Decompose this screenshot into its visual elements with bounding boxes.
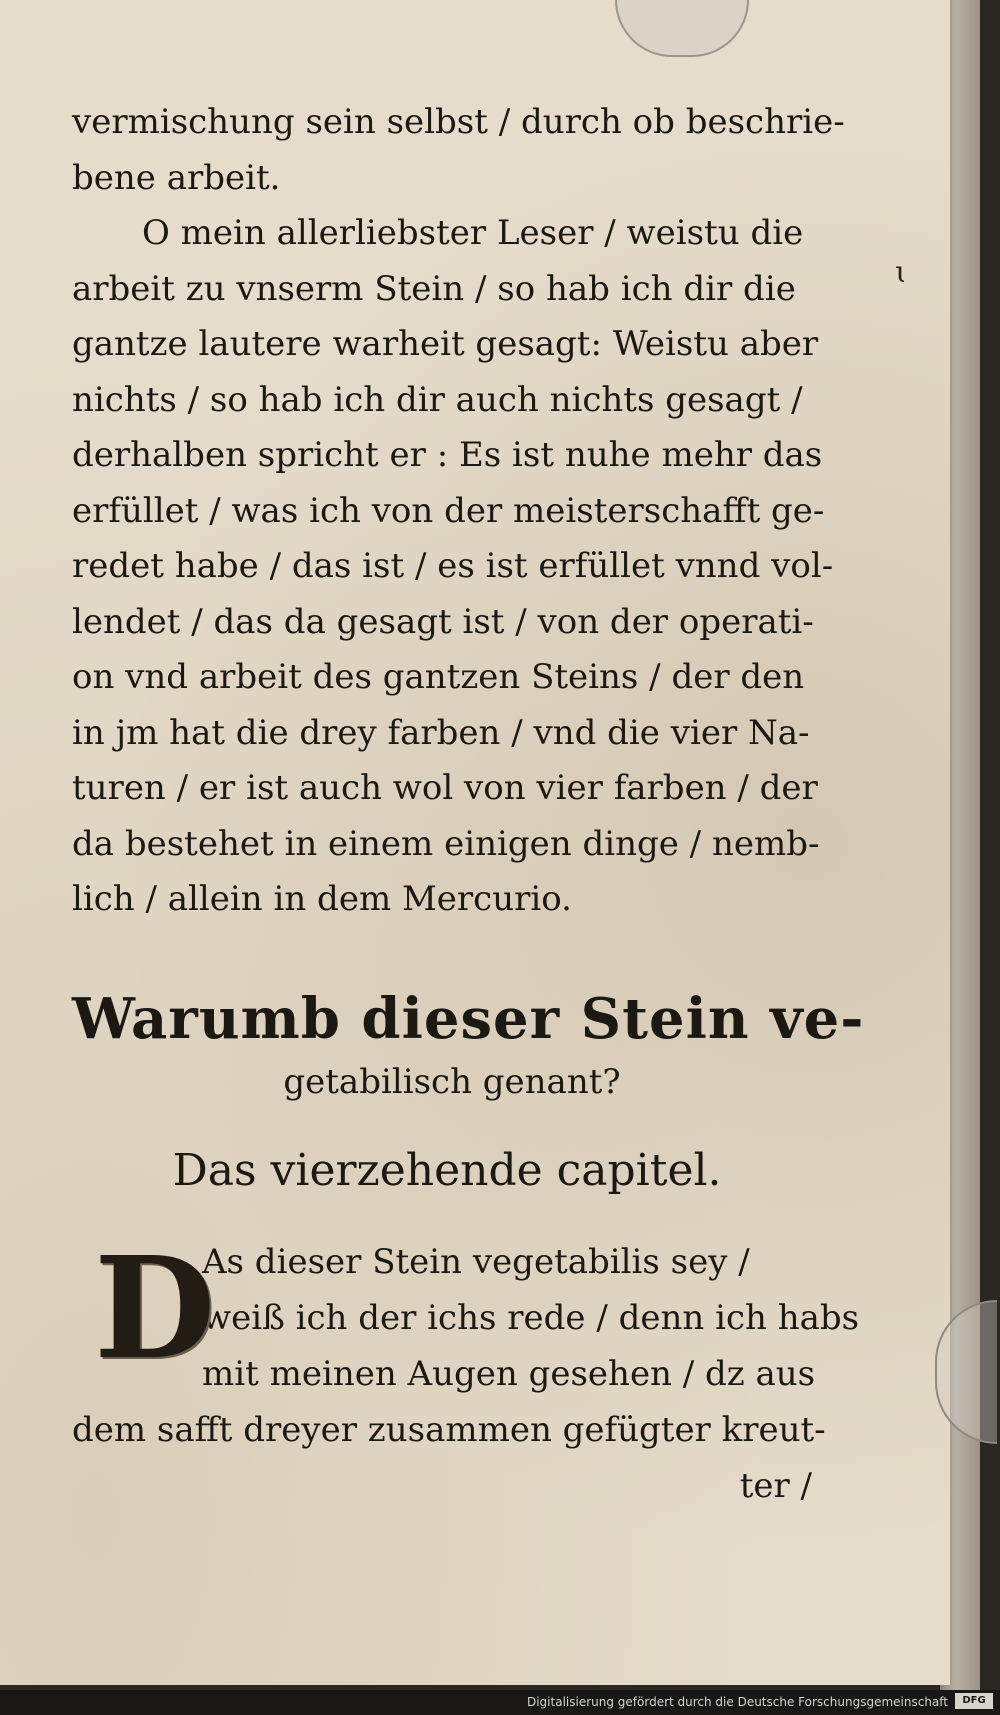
text-line: lendet / das da gesagt ist / von der operati- bbox=[72, 601, 814, 642]
dfg-logo: DFG bbox=[955, 1693, 993, 1709]
paragraph-1 bbox=[72, 95, 845, 928]
text-line: da bestehet in einem einigen dinge / nemb- bbox=[72, 823, 820, 864]
text-line: turen / er ist auch wol von vier farben / der bbox=[72, 768, 818, 808]
text-line: erfüllet / was ich von der meisterschafft ge- bbox=[72, 490, 825, 531]
decorated-initial: D bbox=[94, 1226, 216, 1391]
text-line: arbeit zu vnserm Stein / so hab ich dir die bbox=[72, 268, 796, 309]
text-line: derhalben spricht er : Es ist nuhe mehr das bbox=[72, 435, 823, 475]
text-line: O mein allerliebster Leser / weistu die bbox=[142, 213, 804, 253]
section-heading-line-2: getabilisch genant? bbox=[283, 1061, 621, 1102]
text-line: dem safft dreyer zusammen gefügter kreut- bbox=[72, 1409, 826, 1450]
text-line: lich / allein in dem Mercurio. bbox=[72, 879, 572, 919]
text-line: in jm hat die drey farben / vnd die vier Na- bbox=[72, 712, 810, 753]
text-line: nichts / so hab ich dir auch nichts gesagt / bbox=[72, 379, 803, 420]
catchword: ter / bbox=[739, 1465, 812, 1506]
footer-credit: Digitalisierung gefördert durch die Deutsche Forschungsgemeinschaft bbox=[526, 1695, 948, 1709]
margin-mark: ɩ bbox=[895, 255, 907, 290]
text-line: As dieser Stein vegetabilis sey / bbox=[202, 1241, 750, 1282]
text-line: vermischung sein selbst / durch ob beschrie- bbox=[72, 102, 845, 142]
page-clip-top bbox=[615, 0, 749, 57]
chapter-body bbox=[72, 1226, 860, 1514]
section-heading-line-1: Warumb dieser Stein ve- bbox=[72, 985, 865, 1052]
page-text bbox=[72, 95, 865, 1514]
section-heading bbox=[72, 984, 865, 1110]
text-line: weiß ich der ichs rede / denn ich habs bbox=[202, 1297, 860, 1338]
text-line: on vnd arbeit des gantzen Steins / der den bbox=[72, 657, 805, 697]
text-line: mit meinen Augen gesehen / dz aus bbox=[202, 1353, 816, 1394]
text-line: bene arbeit. bbox=[72, 157, 281, 198]
text-line: gantze lautere warheit gesagt: Weistu aber bbox=[72, 324, 819, 364]
text-line: redet habe / das ist / es ist erfüllet vnnd vol- bbox=[72, 546, 834, 586]
chapter-title: Das vierzehende capitel. bbox=[172, 1144, 722, 1196]
